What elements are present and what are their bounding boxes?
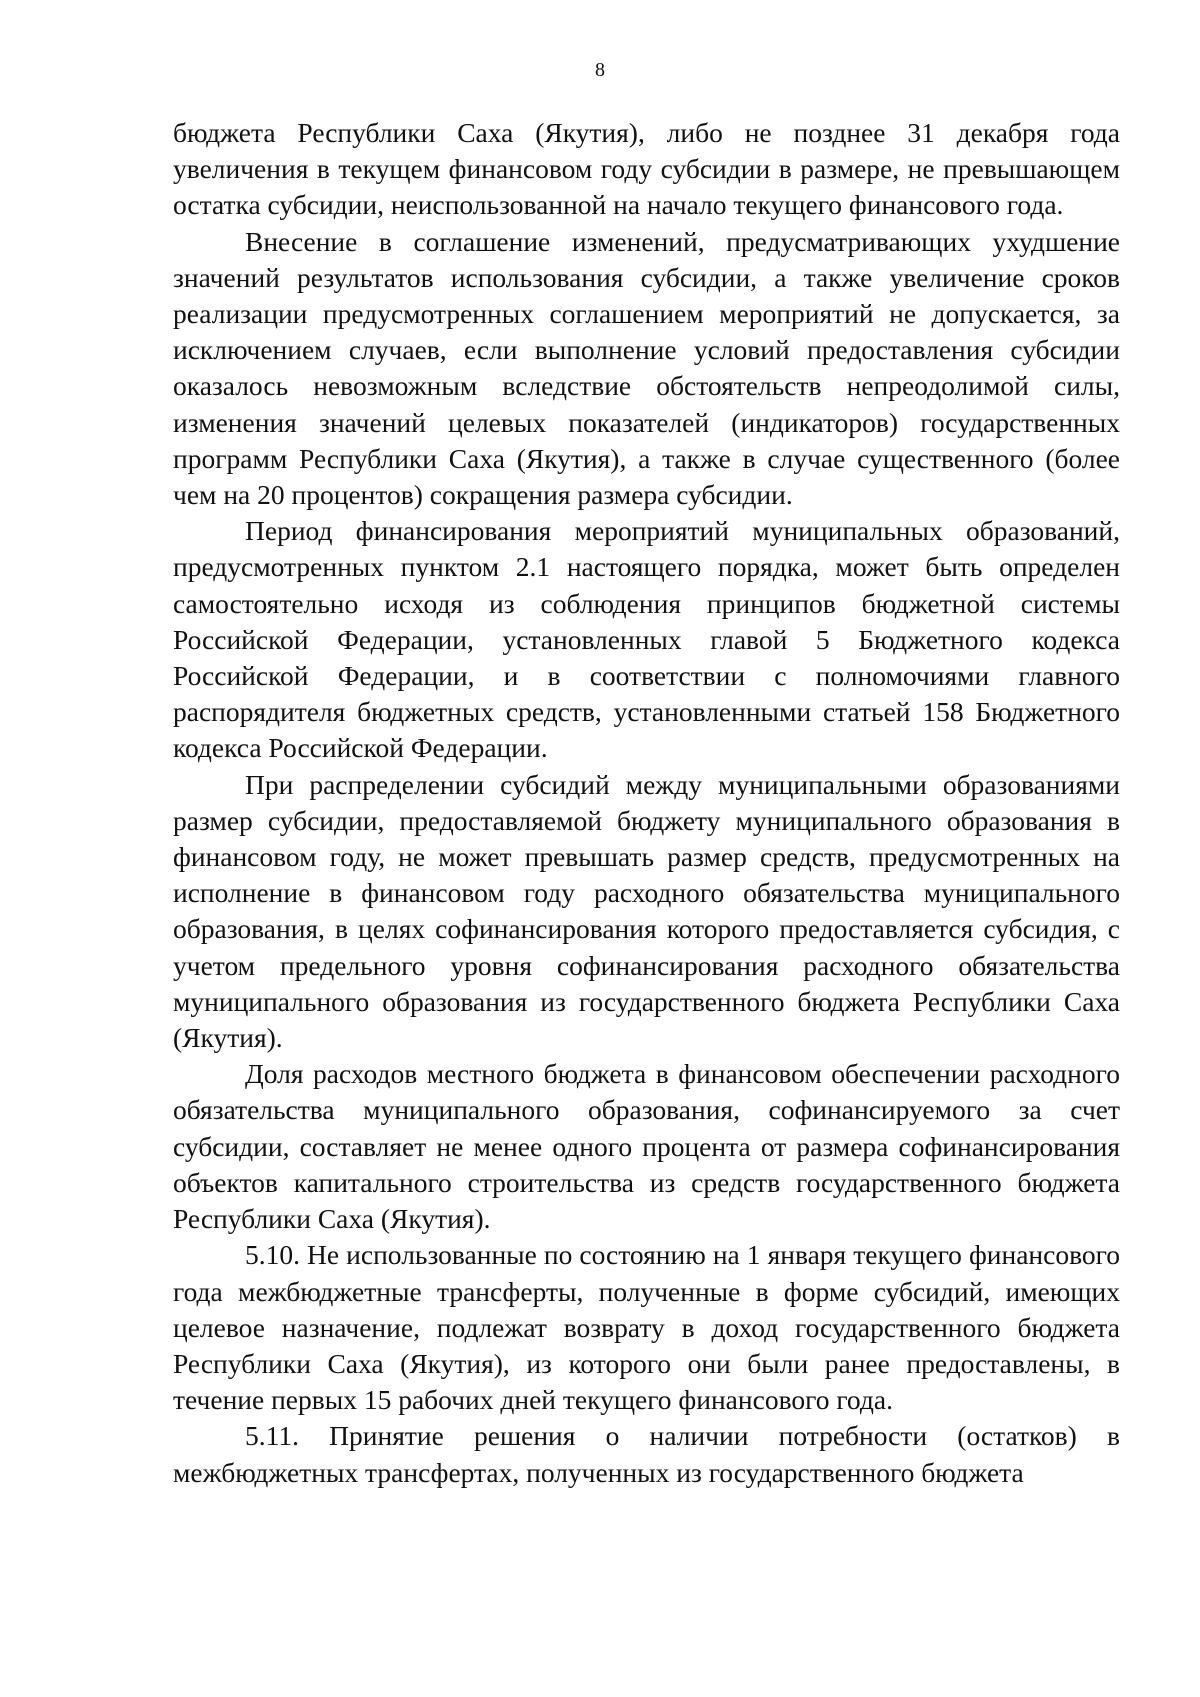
paragraph: бюджета Республики Саха (Якутия), либо не позднее 31 декабря года увеличения в текущем финансовом году субсидии в размере, не превышающем остатка субсидии, неиспользованной на начало текущего финансового года.	[173, 117, 1120, 221]
paragraph: Доля расходов местного бюджета в финансовом обеспечении расходного обязательства муниципального образования, софинансируемого за счет субсидии, составляет не менее одного процента от размера софинансирования объектов капитального строительства из средств государственного бюджета Республики Саха (Якутия).	[173, 1058, 1120, 1235]
document-body	[173, 115, 1120, 1491]
paragraph: Внесение в соглашение изменений, предусматривающих ухудшение значений результатов использования субсидии, а также увеличение сроков реализации предусмотренных соглашением мероприятий не допускается, за исключением случаев, если выполнение условий предоставления субсидии оказалось невозможным вследствие обстоятельств непреодолимой силы, изменения значений целевых показателей (индикаторов) государственных программ Республики Саха (Якутия), а также в случае существенного (более чем на 20 процентов) сокращения размера субсидии.	[173, 225, 1120, 511]
paragraph: Период финансирования мероприятий муниципальных образований, предусмотренных пунктом 2.1 настоящего порядка, может быть определен самостоятельно исходя из соблюдения принципов бюджетной системы Российской Федерации, установленных главой 5 Бюджетного кодекса Российской Федерации, и в соответствии с полномочиями главного распорядителя бюджетных средств, установленными статьей 158 Бюджетного кодекса Российской Федерации.	[173, 515, 1120, 764]
paragraph: 5.11. Принятие решения о наличии потребности (остатков) в межбюджетных трансфертах, полученных из государственного бюджета	[173, 1420, 1120, 1488]
paragraph: При распределении субсидий между муниципальными образованиями размер субсидии, предоставляемой бюджету муниципального образования в финансовом году, не может превышать размер средств, предусмотренных на исполнение в финансовом году расходного обязательства муниципального образования, в целях софинансирования которого предоставляется субсидия, с учетом предельного уровня софинансирования расходного обязательства муниципального образования из государственного бюджета Республики Саха (Якутия).	[173, 768, 1120, 1054]
paragraph: 5.10. Не использованные по состоянию на 1 января текущего финансового года межбюджетные трансферты, полученные в форме субсидий, имеющих целевое назначение, подлежат возврату в доход государственного бюджета Республики Саха (Якутия), из которого они были ранее предоставлены, в течение первых 15 рабочих дней текущего финансового года.	[173, 1239, 1120, 1416]
page-number: 8	[595, 59, 605, 81]
